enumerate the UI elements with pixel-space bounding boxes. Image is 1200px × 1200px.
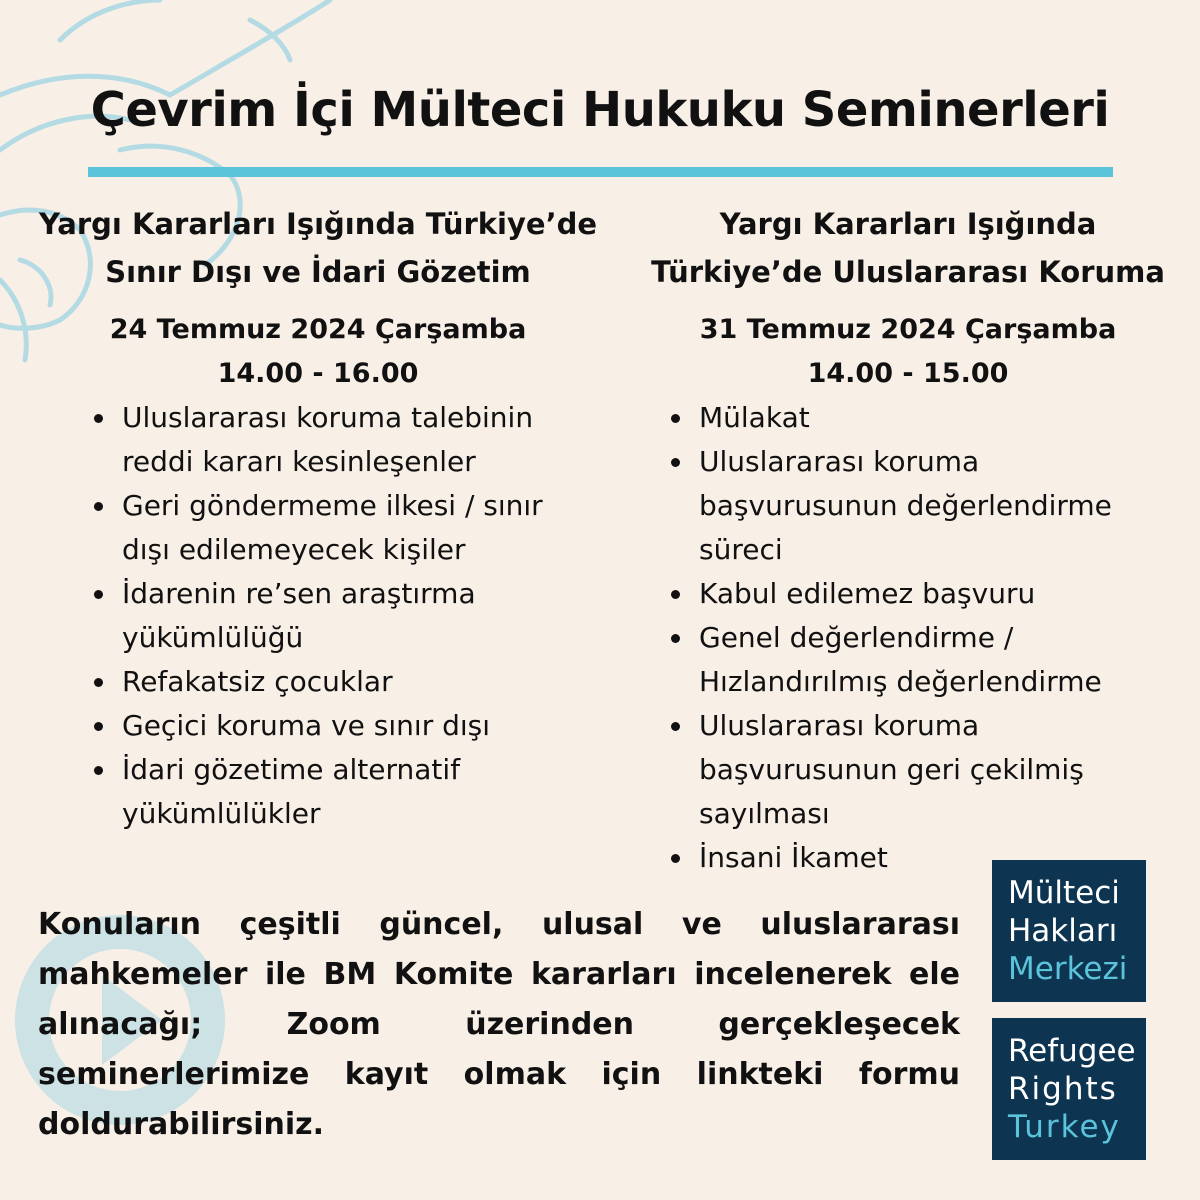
logo-line-1: Mülteci — [1008, 875, 1120, 911]
topic-item: İdarenin re’sen araştırma yükümlülüğü — [88, 572, 578, 660]
logo-line-3: Turkey — [1008, 1109, 1121, 1145]
seminar-column-international-protection — [618, 200, 1198, 880]
logo-refugee-rights-turkey — [992, 1018, 1146, 1160]
seminar-heading-line-2: Türkiye’de Uluslararası Koruma — [651, 255, 1165, 289]
title-divider — [88, 167, 1113, 177]
topic-list — [88, 396, 578, 836]
seminar-time: 14.00 - 15.00 — [807, 358, 1009, 389]
logo-line-3: Merkezi — [1008, 951, 1128, 987]
registration-note: Konuların çeşitli güncel, ulusal ve uluslararası mahkemeler ile BM Komite kararları incelenerek ele alınacağı; Zoom üzerinden gerçekleşecek seminerlerimize kayıt olmak için linkteki formu doldurabilirsiniz. — [38, 907, 960, 1142]
topic-item: Genel değerlendirme / Hızlandırılmış değerlendirme — [665, 616, 1185, 704]
topic-item: İnsani İkamet — [665, 836, 1185, 880]
seminar-heading-line-1: Yargı Kararları Işığında — [719, 207, 1097, 241]
seminar-heading — [618, 200, 1198, 296]
seminar-heading-line-1: Yargı Kararları Işığında Türkiye’de — [38, 207, 598, 241]
topic-item: İdari gözetime alternatif yükümlülükler — [88, 748, 578, 836]
logo-multeci-haklari-merkezi — [992, 860, 1146, 1002]
topic-item: Mülakat — [665, 396, 1185, 440]
topic-item: Geri göndermeme ilkesi / sınır dışı edilemeyecek kişiler — [88, 484, 578, 572]
topic-item: Uluslararası koruma başvurusunun değerlendirme süreci — [665, 440, 1185, 572]
topic-item: Geçici koruma ve sınır dışı — [88, 704, 578, 748]
topic-item: Uluslararası koruma başvurusunun geri çekilmiş sayılması — [665, 704, 1185, 836]
topic-item: Uluslararası koruma talebinin reddi kararı kesinleşenler — [88, 396, 578, 484]
seminar-date: 31 Temmuz 2024 Çarşamba — [699, 314, 1117, 345]
topic-item: Refakatsiz çocuklar — [88, 660, 578, 704]
logo-line-2: Rights — [1008, 1071, 1118, 1107]
seminar-heading-line-2: Sınır Dışı ve İdari Gözetim — [105, 255, 531, 289]
topic-item: Kabul edilemez başvuru — [665, 572, 1185, 616]
topic-list — [665, 396, 1185, 880]
seminar-column-deportation — [8, 200, 628, 836]
page-title: Çevrim İçi Mülteci Hukuku Seminerleri — [90, 82, 1110, 138]
logo-line-1: Refugee — [1008, 1033, 1136, 1069]
logo-line-2: Hakları — [1008, 913, 1118, 949]
seminar-time: 14.00 - 16.00 — [217, 358, 419, 389]
seminar-heading — [8, 200, 628, 296]
seminar-date: 24 Temmuz 2024 Çarşamba — [109, 314, 527, 345]
